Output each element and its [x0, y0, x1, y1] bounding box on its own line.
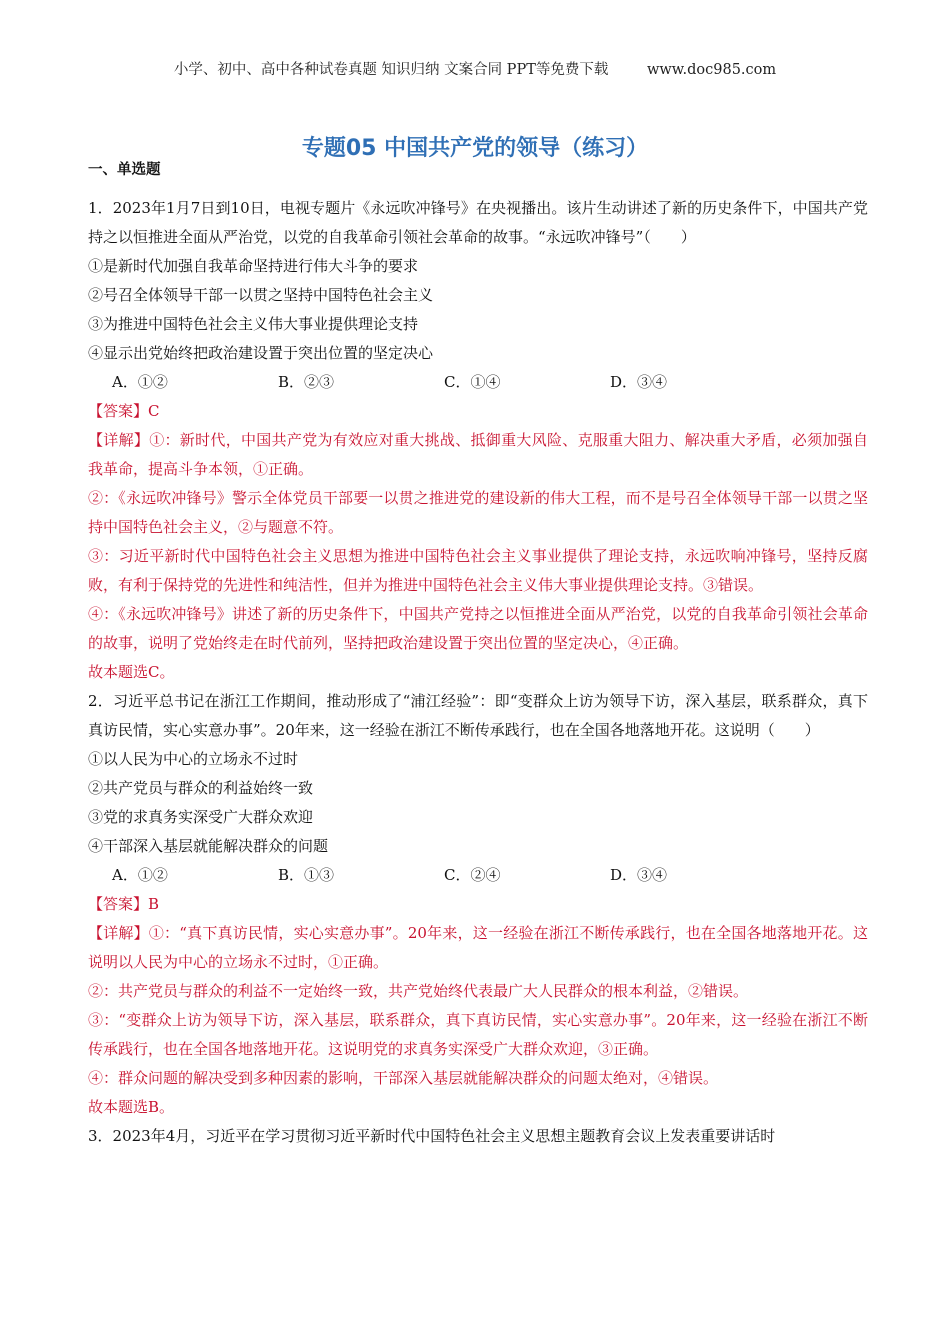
- question-stem: 1．2023年1月7日到10日，电视专题片《永远吹冲锋号》在央视播出。该片生动讲述了新的历史条件下，中国共产党持之以恒推进全面从严治党，以党的自我革命引领社会革命的故事。“永远吹冲锋号”（ ）: [88, 199, 868, 246]
- answer-value: C: [148, 402, 160, 420]
- statement-item: ①是新时代加强自我革命坚持进行伟大斗争的要求: [88, 257, 419, 275]
- analysis-paragraph: ②：《永远吹冲锋号》警示全体党员干部要一以贯之推进党的建设新的伟大工程，而不是号召全体领导干部一以贯之坚持中国特色社会主义，②与题意不符。: [88, 489, 868, 536]
- statement-item: ④干部深入基层就能解决群众的问题: [88, 837, 329, 855]
- option-a: A．①②: [112, 866, 168, 884]
- conclusion: 故本题选B。: [88, 1098, 175, 1116]
- analysis-label: 【详解】: [88, 431, 150, 449]
- answer-line: [88, 397, 868, 426]
- conclusion: 故本题选C。: [88, 663, 175, 681]
- analysis-paragraph: ②：共产党员与群众的利益不一定始终一致，共产党始终代表最广大人民群众的根本利益，②错误。: [88, 982, 749, 1000]
- analysis-block: [88, 919, 868, 1122]
- option-d: D．③④: [610, 866, 668, 884]
- statement-item: ②共产党员与群众的利益始终一致: [88, 779, 314, 797]
- statement-item: ②号召全体领导干部一以贯之坚持中国特色社会主义: [88, 286, 434, 304]
- analysis-label: 【详解】: [88, 924, 149, 942]
- option-b: B．②③: [278, 373, 335, 391]
- analysis-paragraph: ③：“变群众上访为领导下访，深入基层，联系群众，真下真访民情，实心实意办事”。20年来，这一经验在浙江不断传承践行，也在全国各地落地开花。这说明党的求真务实深受广大群众欢迎，③正确。: [88, 1011, 868, 1058]
- statement-item: ①以人民为中心的立场永不过时: [88, 750, 299, 768]
- analysis-text: ①：新时代，中国共产党为有效应对重大挑战、抵御重大风险、克服重大阻力、解决重大矛盾，必须加强自我革命，提高斗争本领，①正确。: [88, 431, 868, 478]
- question-1: [88, 194, 868, 687]
- statement-item: ③为推进中国特色社会主义伟大事业提供理论支持: [88, 315, 419, 333]
- answer-label: 【答案】: [88, 402, 149, 420]
- header-site: www.doc985.com: [646, 62, 777, 78]
- question-stem: 2．习近平总书记在浙江工作期间，推动形成了“浦江经验”：即“变群众上访为领导下访，深入基层，联系群众，真下真访民情，实心实意办事”。20年来，这一经验在浙江不断传承践行，也在全国各地落地开花。这说明（ ）: [88, 692, 868, 739]
- analysis-text: ①：“真下真访民情，实心实意办事”。20年来，这一经验在浙江不断传承践行，也在全国各地落地开花。这说明以人民为中心的立场永不过时，①正确。: [88, 924, 868, 971]
- answer-label: 【答案】: [88, 895, 149, 913]
- option-a: A．①②: [112, 373, 168, 391]
- answer-options: [88, 368, 868, 397]
- analysis-paragraph: ④：《永远吹冲锋号》讲述了新的历史条件下，中国共产党持之以恒推进全面从严治党，以党的自我革命引领社会革命的故事，说明了党始终走在时代前列，坚持把政治建设置于突出位置的坚定决心，④正确。: [88, 605, 868, 652]
- question-stem: 3．2023年4月，习近平在学习贯彻习近平新时代中国特色社会主义思想主题教育会议上发表重要讲话时: [88, 1127, 776, 1145]
- document-body: [88, 158, 868, 1151]
- question-3: [88, 1122, 868, 1151]
- statement-item: ③党的求真务实深受广大群众欢迎: [88, 808, 314, 826]
- analysis-paragraph: ④：群众问题的解决受到多种因素的影响，干部深入基层就能解决群众的问题太绝对，④错误。: [88, 1069, 719, 1087]
- statement-item: ④显示出党始终把政治建设置于突出位置的坚定决心: [88, 344, 434, 362]
- option-b: B．①③: [278, 866, 335, 884]
- option-c: C．①④: [444, 373, 501, 391]
- analysis-paragraph: [88, 919, 868, 977]
- answer-options: [88, 861, 868, 890]
- header-text: 小学、初中、高中各种试卷真题 知识归纳 文案合同 PPT等免费下载: [173, 62, 609, 78]
- option-d: D．③④: [610, 373, 668, 391]
- analysis-block: [88, 426, 868, 687]
- answer-line: [88, 890, 868, 919]
- page-header: [0, 58, 950, 79]
- analysis-paragraph: [88, 426, 868, 484]
- answer-value: B: [148, 895, 160, 913]
- option-c: C．②④: [444, 866, 501, 884]
- question-2: [88, 687, 868, 1122]
- analysis-paragraph: ③：习近平新时代中国特色社会主义思想为推进中国特色社会主义事业提供了理论支持，永远吹响冲锋号，坚持反腐败，有利于保持党的先进性和纯洁性，但并为推进中国特色社会主义伟大事业提供理论支持。③错误。: [88, 547, 868, 594]
- page-title: 专题05 中国共产党的领导（练习）: [301, 136, 649, 161]
- section-heading: 一、单选题: [88, 162, 161, 178]
